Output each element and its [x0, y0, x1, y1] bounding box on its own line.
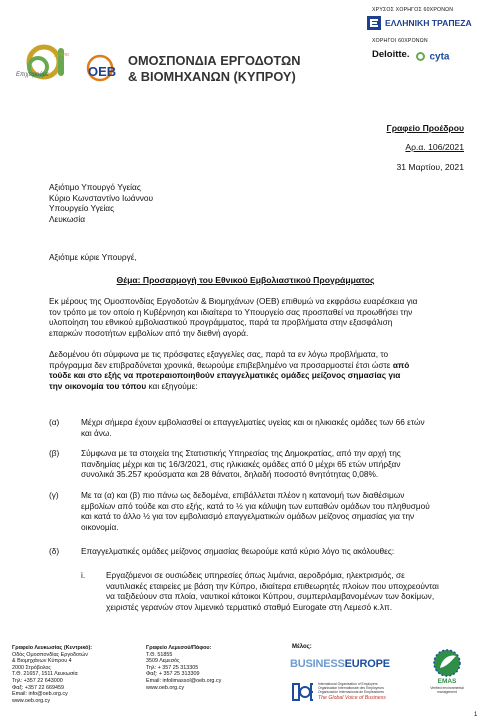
recipient-line: Υπουργείο Υγείας: [49, 203, 115, 214]
emphasis-text: την οικονομία του τόπου: [49, 380, 147, 391]
ioe-mark-icon: [292, 681, 314, 703]
footer-line: Τηλ: +357 22 643000: [12, 677, 63, 684]
sub-item-line: Εργαζόμενοι σε ουσιώδεις υπηρεσίες όπως λιμάνια, αεροδρόμια, ηλεκτρισμός, σε: [106, 570, 405, 580]
list-item-c: [49, 490, 473, 532]
emas-logo: [427, 648, 467, 718]
footer-line: Email: info@oeb.org.cy: [12, 691, 68, 698]
cyta-logo: [416, 48, 449, 66]
recipient-line: Αξιότιμο Υπουργό Υγείας: [49, 182, 141, 192]
list-item-line: Επαγγελματικές ομάδες μείζονος σημασίας θεωρούμε κατά κύριο λόγο τις ακόλουθες:: [81, 546, 395, 556]
org-name-line1: ΟΜΟΣΠΟΝΔΙΑ ΕΡΓΟΔΟΤΩΝ: [128, 53, 301, 68]
paragraph-line: τον τρόπο με τον οποίο η Κυβέρνηση και ιδιαίτερα το Υπουργείο σας προσπαθεί να προωθήσει την: [49, 306, 413, 317]
list-item-line: πανδημίας μέχρι και τις 16/3/2021, στις ηλικιακές ομάδες από 0 μέχρι 65 ετών υπήρξαν: [81, 458, 401, 469]
list-item-label: (β): [49, 448, 60, 458]
logo-years-label: χρόνια: [54, 52, 69, 58]
footer-line: www.oeb.org.cy: [146, 684, 185, 691]
list-item-line: οικονομία.: [81, 521, 119, 532]
paragraph-line: Δεδομένου ότι σύμφωνα με τις πρόσφατες εξαγγελίες σας, παρά τα εν λόγω προβλήματα, το: [49, 349, 389, 359]
businesseurope-logo: [290, 658, 390, 670]
paragraph-1: [49, 296, 473, 338]
ioe-line: Organisation Internationale des Employeurs: [318, 686, 384, 691]
list-item-label: (δ): [49, 546, 60, 556]
paragraph-line: [49, 370, 473, 381]
ioe-line: Organización Internacional de Empleadores: [318, 690, 384, 695]
paragraph-line: υλοποίηση του εθνικού εμβολιαστικού προγράμματος, παρά τα προβλήματα στην εξασφάλιση: [49, 317, 393, 328]
list-item-line: εμβολίων από τούδε και στο εξής, κατά το ½ για κάλυψη των ευπαθών ομάδων του πληθυσμού: [81, 500, 430, 511]
recipient-line: Κύριο Κωνσταντίνο Ιωάννου: [49, 192, 154, 203]
list-item-line: και άνω.: [81, 427, 112, 438]
list-item-label: (α): [49, 417, 60, 427]
deloitte-logo: Deloitte.: [372, 49, 410, 60]
list-item-line: Με τα (α) και (β) πιο πάνω ως δεδομένα, επιβάλλεται πλέον η κατανομή των διαθέσιμων: [81, 490, 405, 500]
recipient-block: [49, 182, 153, 224]
recipient-line: Λευκωσία: [49, 213, 86, 224]
emas-leaf-icon: [430, 648, 464, 678]
list-item-line: Σύμφωνα με τα στοιχεία της Στατιστικής Υπηρεσίας της Δημοκρατίας, από την αρχή της: [81, 448, 401, 458]
reference-number: Αρ.α. 106/2021: [405, 142, 464, 152]
list-item-line: και κατά το άλλο ½ για τον εμβολιασμό επαγγελματικών ομάδων μείζονος σημασίας για την: [81, 511, 415, 522]
salutation: Αξιότιμε κύριε Υπουργέ,: [49, 252, 137, 262]
paragraph-2: [49, 349, 473, 391]
sponsors-label: ΧΟΡΗΓΟΙ 60ΧΡΟΝΩΝ: [372, 38, 428, 44]
cyta-label: cyta: [429, 51, 450, 63]
footer-line: Τ.Θ. 21657, 1511 Λευκωσία: [12, 671, 78, 678]
emas-subtitle: Verified environmental management: [430, 686, 464, 694]
member-label: Μέλος:: [292, 644, 312, 650]
emphasis-text: από: [392, 359, 410, 370]
letter-date: 31 Μαρτίου, 2021: [396, 162, 464, 172]
gold-sponsor-label: ΧΡΥΣΟΣ ΧΟΡΗΓΟΣ 60ΧΡΟΝΩΝ: [372, 7, 454, 13]
paragraph-line: Εκ μέρους της Ομοσπονδίας Εργοδοτών & Βιομηχάνων (ΟΕΒ) επιθυμώ να εκφράσω ευαρέσκεια για: [49, 296, 418, 306]
paragraph-text: πρόγραμμα δεν επιβραδύνεται χρονικά, θεωρούμε επιβεβλημένο να προσαρμοστεί έτσι ώστε: [49, 359, 393, 370]
footer-line: Email: infolimassol@oeb.org.cy: [146, 677, 222, 684]
businesseurope-business: BUSINESS: [290, 658, 345, 670]
footer-line: www.oeb.org.cy: [12, 697, 51, 704]
bank-emblem-icon: [366, 15, 382, 31]
ioe-tagline: The Global Voice of Business: [318, 694, 386, 701]
emas-title: EMAS: [437, 678, 457, 685]
sub-item-line: χειριστές γερανών στον λιμενικό τερματικό σταθμό Eurogate στη Λεμεσό κ.λπ.: [106, 601, 393, 612]
gold-sponsor-name: ΕΛΛΗΝΙΚΗ ΤΡΑΠΕΖΑ: [385, 18, 472, 28]
logo-acronym: OEB: [88, 64, 117, 79]
footer-office-title: Γραφείο Λεμεσού/Πάφου:: [146, 645, 212, 651]
ioe-line: International Organisation of Employers: [318, 682, 378, 686]
paragraph-line: [49, 381, 473, 392]
footer-line: 3509 Λεμεσός: [146, 658, 180, 665]
footer-line: Φαξ: + 357 25 313309: [146, 671, 200, 678]
subject-line: Θέμα: Προσαρμογή του Εθνικού Εμβολιαστικού Προγράμματος: [116, 275, 375, 285]
logo-tagline: Επιχειρούμε: [16, 72, 49, 78]
list-item-d: [49, 546, 473, 557]
sub-item-line: ναυτιλιακές εταιρείες με βάση την Κύπρο, ιδιαίτερα επιθεωρητές πλοίων που υποχρεούνται: [106, 580, 439, 591]
sub-item-label: i.: [81, 570, 86, 580]
ioe-logo: [292, 679, 412, 705]
emphasis-text: τούδε και στο εξής να προτεραιοποιηθούν επαγγελματικές ομάδες μείζονος σημασίας για: [49, 370, 401, 381]
list-item-b: [49, 448, 473, 480]
cyta-swirl-icon: [416, 52, 425, 61]
office-title: Γραφείο Προέδρου: [386, 123, 464, 133]
org-name-line2: & ΒΙΟΜΗΧΑΝΩΝ (ΚΥΠΡΟΥ): [128, 68, 296, 84]
gold-sponsor: [366, 14, 476, 32]
list-item-line: Μέχρι σήμερα έχουν εμβολιασθεί οι επαγγελματίες υγείας και οι ηλικιακές ομάδες των 66 ετών: [81, 417, 425, 427]
footer-line: Τ.Θ. 51855: [146, 651, 173, 658]
footer-line: Φαξ: +357 22 669459: [12, 684, 64, 691]
sub-item-i: [81, 570, 473, 612]
footer-line: & Βιομηχάνων Κύπρου 4: [12, 658, 72, 665]
list-item-a: [49, 417, 473, 438]
list-item-line: συνολικά 35.257 κρούσματα και 28 θάνατοι, δηλαδή ποσοστό θνητότητας 0,08%.: [81, 469, 379, 480]
footer-line: 2000 Στρόβολος: [12, 664, 51, 671]
footer-nicosia-office: [12, 645, 92, 704]
paragraph-line: επαρκών ποσοτήτων εμβολίων από την διεθνή αγορά.: [49, 327, 249, 338]
page-number: 1: [474, 712, 478, 718]
paragraph-text: και εξηγούμε:: [146, 380, 198, 391]
org-name: [128, 53, 301, 84]
sub-item-line: να ταξιδεύουν στα πλοία, ναυτικοί κάτοικοι Κύπρου, συμπεριλαμβανομένων των δοκίμων,: [106, 591, 435, 602]
footer-line: Τηλ: + 357 25 313305: [146, 664, 199, 671]
paragraph-line: [49, 360, 473, 371]
list-item-label: (γ): [49, 490, 59, 500]
footer-limassol-office: [146, 645, 221, 691]
footer-office-title: Γραφείο Λευκωσίας (Κεντρικό):: [12, 645, 93, 651]
businesseurope-europe: EUROPE: [344, 658, 390, 670]
footer-line: Οδός Ομοσπονδίας Εργοδοτών: [12, 651, 88, 658]
